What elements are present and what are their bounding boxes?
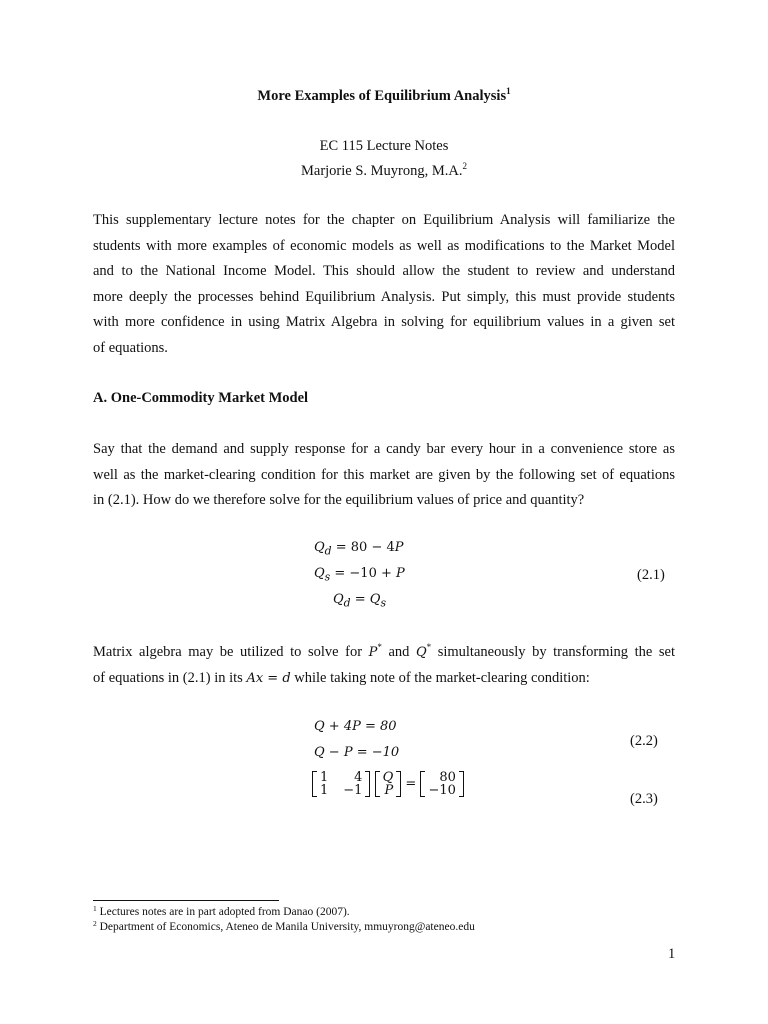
eq-sub: d	[343, 596, 351, 610]
intro-line: more deeply the processes behind Equilibrium Analysis. Put simply, this must provide students	[93, 288, 675, 305]
author-name: Marjorie S. Muyrong, M.A.	[300, 163, 463, 179]
equation-2-2-line-1: Q + 4P = 80	[314, 719, 397, 734]
equation-2-2-line-2: Q − P = −10	[314, 745, 400, 760]
eq-var: Q	[333, 592, 344, 607]
constant-vector	[420, 771, 463, 797]
footnote-ref-2: 2	[462, 161, 467, 171]
matrix-cell: 1	[320, 770, 329, 785]
intro-line: and to the National Income Model. This should allow the student to review and understand	[93, 263, 675, 279]
paragraph-line: well as the market-clearing condition for this market are given by the following set of equations	[93, 466, 675, 483]
text-run: simultaneously by transforming the set	[431, 644, 675, 660]
footnote-text: Lectures notes are in part adopted from Danao (2007).	[99, 906, 350, 918]
paragraph-line	[93, 640, 675, 666]
intro-paragraph	[93, 208, 675, 361]
footnote-mark: 1	[93, 904, 97, 913]
text-run: Matrix algebra may be utilized to solve for	[93, 644, 369, 660]
paragraph-line: Say that the demand and supply response for a candy bar every hour in a convenience store as	[93, 441, 675, 457]
footnote-ref-1: 1	[506, 86, 511, 96]
matrix-cell: −10	[428, 783, 456, 798]
eq-var: Q	[314, 540, 325, 555]
eq-var: Q	[369, 592, 381, 607]
paragraph-line	[93, 666, 675, 692]
q-star-symbol: Q	[415, 645, 427, 660]
text-run: and	[381, 644, 416, 660]
star-mark: *	[426, 642, 432, 652]
equation-number-2-3: (2.3)	[630, 791, 658, 807]
equation-supply	[314, 566, 405, 584]
intro-line: of equations.	[93, 339, 168, 356]
equals-sign: =	[405, 776, 417, 792]
matrix-cell: Q	[382, 770, 394, 785]
p-star-symbol: P	[368, 645, 378, 660]
ax-equals-d-symbol: Ax = d	[246, 670, 291, 686]
equation-market-clearing	[333, 592, 386, 610]
section-a-paragraph-2	[93, 640, 675, 691]
footnote-mark: 2	[93, 919, 97, 928]
eq-var: P	[396, 566, 405, 581]
equation-number-2-2: (2.2)	[630, 733, 658, 749]
footnote-text: Department of Economics, Ateneo de Manila University, mmuyrong@ateneo.edu	[99, 921, 475, 933]
eq-var: P	[394, 540, 404, 555]
variable-vector	[375, 771, 402, 797]
eq-sub: s	[324, 570, 331, 584]
eq-var: Q	[314, 566, 325, 581]
eq-rhs: = 80 − 4	[335, 540, 395, 555]
eq-rhs: = −10 +	[334, 566, 396, 581]
section-a-heading: A. One-Commodity Market Model	[93, 390, 309, 406]
title-text: More Examples of Equilibrium Analysis	[257, 88, 507, 104]
document-title	[0, 88, 768, 105]
paragraph-line: in (2.1). How do we therefore solve for the equilibrium values of price and quantity?	[93, 492, 585, 508]
intro-line: This supplementary lecture notes for the chapter on Equilibrium Analysis will familiarize the	[93, 212, 675, 228]
matrix-cell: P	[384, 783, 394, 798]
text-run: of equations in (2.1) in its	[93, 669, 247, 686]
text-run: while taking note of the market-clearing condition:	[290, 669, 590, 686]
author-line	[0, 163, 768, 180]
eq-sub: d	[324, 544, 332, 558]
footnote-1	[93, 906, 350, 918]
footnote-divider	[93, 900, 279, 901]
matrix-cell: −1	[343, 783, 363, 798]
footnote-2	[93, 921, 475, 933]
page-number: 1	[668, 946, 676, 962]
equation-number-2-1: (2.1)	[637, 567, 665, 583]
matrix-cell: 80	[439, 770, 456, 785]
section-a-paragraph-1	[93, 437, 675, 514]
matrix-cell: 1	[320, 783, 329, 798]
eq-rhs: =	[354, 592, 370, 607]
course-subtitle: EC 115 Lecture Notes	[319, 138, 449, 154]
eq-sub: s	[380, 596, 387, 610]
matrix-equation	[312, 771, 464, 797]
coefficient-matrix	[312, 771, 370, 797]
intro-line: students with more examples of economic models as well as modifications to the Market Model	[93, 237, 675, 254]
matrix-cell: 4	[354, 770, 363, 785]
star-mark: *	[377, 642, 382, 652]
intro-line: with more confidence in using Matrix Algebra in solving for equilibrium values in a given set	[93, 314, 675, 330]
equation-demand	[314, 540, 404, 558]
